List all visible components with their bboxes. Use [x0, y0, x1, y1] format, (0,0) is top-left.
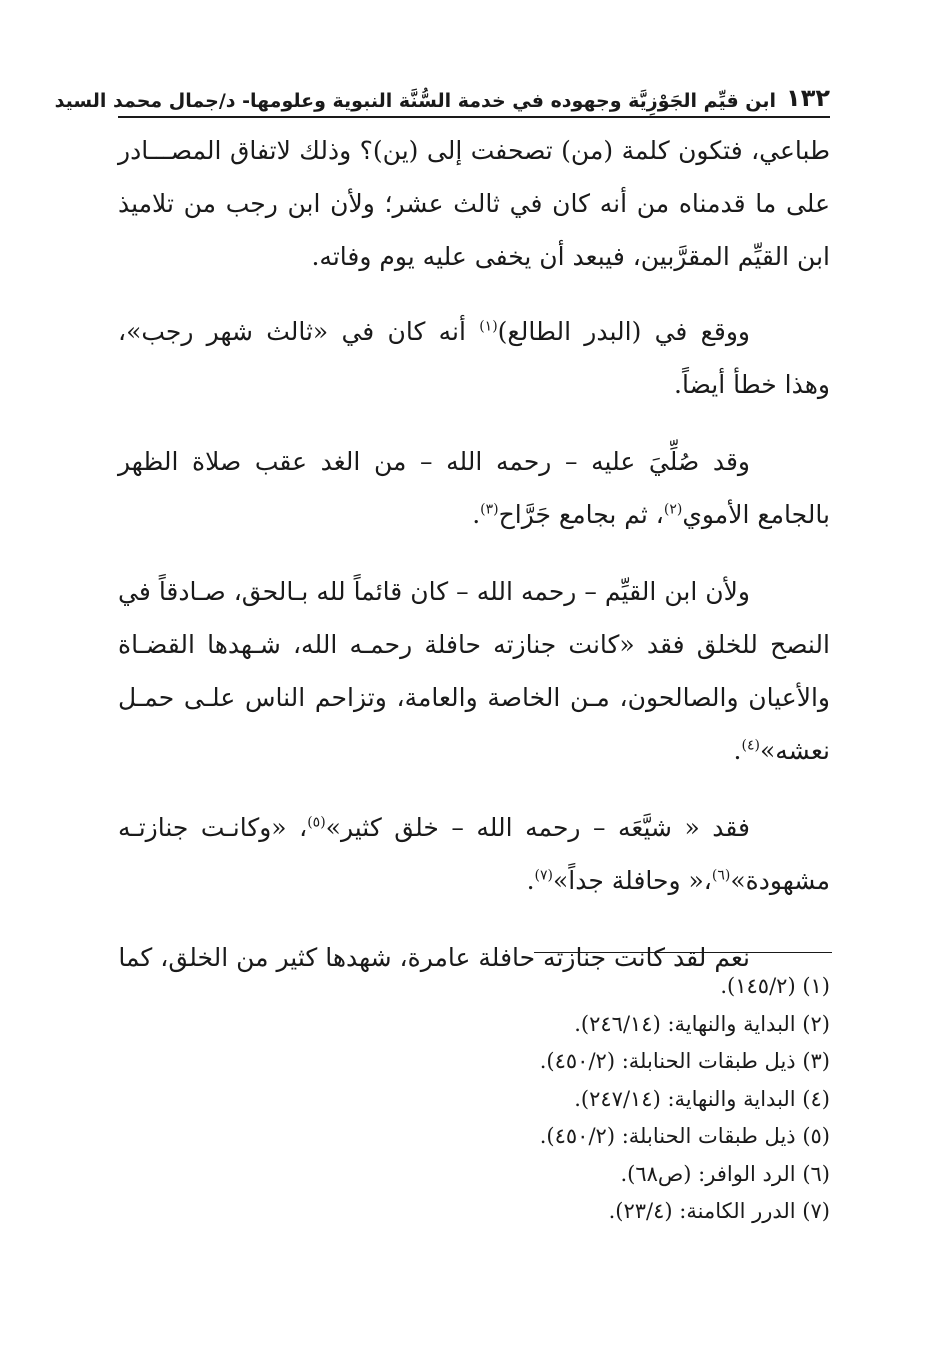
paragraph [118, 565, 830, 777]
paragraph-text: . [733, 736, 742, 765]
paragraph [118, 124, 830, 283]
footnote-item: (١) (١٤٥/٢). [720, 974, 830, 998]
paragraph-text: ، «وكانـت جنازتـه مشهودة» [118, 813, 830, 895]
paragraph-text: ، ثم بجامع جَرَّاح [498, 500, 664, 529]
footnotes-list [440, 968, 830, 1231]
footnote-ref[interactable]: (٣) [480, 501, 499, 518]
footnote-item: (٧) الدرر الكامنة: (٢٣/٤). [608, 1199, 830, 1223]
paragraph [118, 435, 830, 541]
paragraph-text: . [472, 500, 481, 529]
footnote-ref[interactable]: (٤) [741, 737, 760, 754]
footnote-ref[interactable]: (٧) [534, 867, 553, 884]
running-title: ابن قيِّم الجَوْزِيَّة وجهوده في خدمة السُّنَّة النبوية وعلومها- د/جمال محمد السيد [54, 90, 777, 112]
paragraph-text: وقد صُلِّيَ عليه – رحمه الله – من الغد عقب صلاة الظهر بالجامع الأموي [118, 447, 830, 529]
footnote-item: (٤) البداية والنهاية: (٢٤٧/١٤). [574, 1086, 830, 1111]
main-text [118, 124, 830, 1008]
paragraph-text: فقد « شيَّعَه – رحمه الله – خلق كثير» [325, 813, 750, 842]
footnote-item: (٢) البداية والنهاية: (٢٤٦/١٤). [574, 1011, 830, 1036]
paragraph-text: ووقع في (البدر الطالع) [497, 317, 750, 346]
footnote-ref[interactable]: (١) [479, 318, 498, 335]
footnote-separator [534, 952, 832, 953]
paragraph-text: أنه كان في «ثالث شهر رجب»، وهذا خطأ أيضاً. [118, 317, 830, 399]
footnote-ref[interactable]: (٦) [711, 867, 731, 884]
paragraph-text: ،« وحافلة جداً» [553, 866, 712, 895]
paragraph-text: نعم لقد كانت جنازته حافلة عامرة، شهدها كثير من الخلق، كما [118, 943, 750, 972]
footnote-item: (٥) ذيل طبقات الحنابلة: (٤٥٠/٢). [539, 1124, 830, 1148]
paragraph-text: . [526, 866, 535, 895]
paragraph [118, 305, 830, 411]
footnote-ref[interactable]: (٢) [663, 501, 683, 518]
paragraph [118, 801, 830, 907]
footnote-item: (٦) الرد الوافر: (ص٦٨). [620, 1161, 830, 1186]
page-header [54, 74, 830, 118]
footnote-item: (٣) ذيل طبقات الحنابلة: (٤٥٠/٢). [539, 1049, 830, 1073]
page-number: ١٣٢ [786, 84, 830, 112]
paragraph-text: طباعي، فتكون كلمة (من) تصحفت إلى (ين)؟ وذلك لاتفاق المصـــادر على ما قدمناه من أنه كان في ثالث عشر؛ ولأن ابن رجب من تلاميذ ابن القيِّم المقرَّبين، فيبعد أن يخفى عليه يوم وفاته. [118, 136, 830, 271]
paragraph-text: ولأن ابن القيِّم – رحمه الله – كان قائماً لله بـالحق، صـادقاً في النصح للخلق فقد «كانت جنازته حافلة رحمـه الله، شـهدها القضـاة والأعيان والصالحون، مـن الخاصة والعامة، وتزاحم الناس علـى حمـل نعشه» [118, 577, 830, 765]
footnote-ref[interactable]: (٥) [307, 814, 326, 831]
